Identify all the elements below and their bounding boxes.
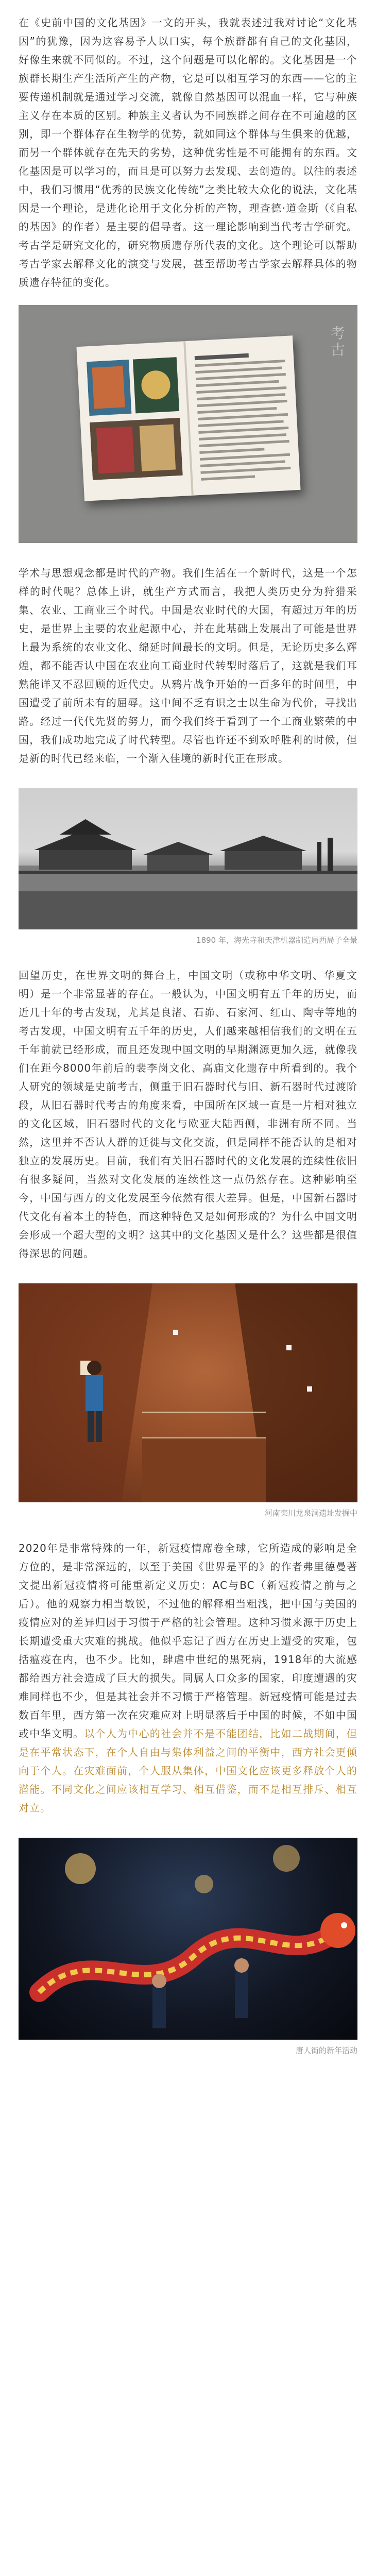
- caption-dragon-photo: 唐人街的新年活动: [295, 2046, 357, 2055]
- paragraph-pandemic: [19, 1539, 357, 1817]
- watermark-stamp: 考古: [329, 326, 346, 359]
- open-book-illustration: [76, 335, 300, 501]
- caption-cave-photo: 河南栾川龙泉洞遗址发掘中: [264, 1509, 357, 1518]
- excavation-illustration: [19, 1283, 357, 1502]
- pandemic-highlight-text: 以个人为中心的社会并不是不能团结，比如二战期间，但是在平常状态下，在个人自由与集体利益之间的平衡中，西方社会更倾向于个人。在灾难面前，个人服从集体，中国文化应该更多释放个人的潜能。不同文化之间应该相互学习、相互借鉴，而不是相互排斥、相互对立。: [19, 1727, 358, 1814]
- dragon-dance-illustration: [19, 1838, 357, 2040]
- book-right-page-text: [195, 351, 292, 485]
- paragraph-history: 回望历史，在世界文明的舞台上，中国文明（或称中华文明、华夏文明）是一个非常显著的存在。一般认为，中国文明有五千年的历史，而近几十年的考古发现，尤其是良渚、石峁、石家河、红山、陶寺等地的考古发现，中国文明有五千年的历史，人们越来越相信我们的文明在五千年前就已经形成，而且还发现中国文明的早期渊源更加久远，就像我们在距今8000年前后的裴李岗文化、高庙文化遗存中所看到的。我个人研究的领域是史前考古，侧重于旧石器时代与旧、新石器时代过渡阶段，从旧石器时代考古的角度来看，中国所在区域一直是一片相对独立的文化区域，旧石器时代的文化与欧亚大陆西侧，非洲有所不同。当然，这里并不否认人群的迁徙与文化交流，但是同样不能否认的是相对独立的发展历史。目前，我们有关旧石器时代的文化发展的连续性依旧有很多疑问，当然对文化发展的连续性这一点仍然存在。这种影响至今，中国与西方的文化发展至今依然有很大差异。但是，中国新石器时代文化有着本土的特色，而这种特色又是如何形成的？为什么中国文明会形成一个超大型的文明？这其中的文化基因又是什么？这些都是很值得深思的问题。: [19, 969, 357, 1260]
- dragon-dance-photo: [19, 1838, 357, 2040]
- book-plate-illustration: [87, 357, 183, 480]
- book-left-page-images: [87, 357, 183, 480]
- pandemic-text: 2020年是非常特殊的一年，新冠疫情席卷全球，它所造成的影响是全方位的，是非常深远的，以至于美国《世界是平的》的作者弗里德曼著文提出新冠疫情将可能重新定义历史：AC与BC（新冠疫情之前与之后）。他的观察力相当敏锐，不过他的解释相当粗浅，把中国与美国的疫情应对的差异归因于习惯于严格的社会管理。这种习惯来源于历史上长期遭受重大灾难的挑战。他似乎忘记了西方在历史上遭受的灾难，包括瘟疫在内，也不少。比如，肆虐中世纪的黑死病，1918年的大流感都给西方社会造成了巨大的损失。同属人口众多的国家，印度遭遇的灾难同样也不少，但是其社会并不习惯于严格管理。新冠疫情可能是过去数百年里，西方第一次在灾难应对上明显落后于中国的时候，不如中国或中华文明。: [19, 1542, 357, 1740]
- book-photo: [19, 305, 357, 543]
- palace-panorama-photo: [19, 788, 357, 929]
- panorama-illustration: [19, 788, 357, 929]
- cave-excavation-photo: [19, 1283, 357, 1502]
- paragraph-intro: 在《史前中国的文化基因》一文的开头，我就表述过我对讨论“文化基因”的犹豫，因为这容易予人以口实，每个族群都有自己的文化基因，好像生来就不同似的。不过，这个问题是可以化解的。文化基因是一个族群长期生产生活所产生的产物，它是可以相互学习的东西——它的主要传递机制就是通过学习交流，就像自然基因可以混血一样，它与种族主义存在本质的区别。种族主义者认为不同族群之间存在不可逾越的区别，即一个群体存在生物学的优势，就如同这个群体与生俱来的优越，而另一个群体就存在先天的劣势，这种优劣性是不可能拥有的东西。文化基因是可以学习的，而且是可以努力去发现、去创造的。以往的表述中，我们习惯用“优秀的民族文化传统”之类比较大众化的说法，文化基因是一个理论，是进化论用于文化分析的产物，理查德·道金斯（《自私的基因》的作者）是主要的倡导者。这一理论影响到当代考古学研究。考古学是研究文化的，研究物质遗存所代表的文化。这个理论可以帮助考古学家去解释文化的演变与发展，甚至帮助考古学家去解释具体的物质遗存特征的变化。: [19, 16, 357, 289]
- paragraph-era: 学术与思想观念都是时代的产物。我们生活在一个新时代，这是一个怎样的时代呢？总体上讲，就生产方式而言，我把人类历史分为狩猎采集、农业、工商业三个时代。中国是农业时代的大国，有超过万年的历史，是世界上主要的农业起源中心，并在此基础上发展出了可能是世界上最为系统的农业文化、绵延时间最长的文明。但是，无论历史多么辉煌，都不能否认中国在农业向工商业时代转型时落后了，这就是我们耳熟能详又不忍回顾的近代史。从鸦片战争开始的一百多年的时间里，中国遭受了前所未有的屈辱。这中间不乏有识之士以生命为代价，寻找出路。经过一代代先贤的努力，而今我们终于看到了一个工商业繁荣的中国，我们成功地完成了时代转型。尽管也许还不到欢呼胜利的时候，但是新的时代已经来临，一个渐入佳境的新时代正在形成。: [19, 567, 357, 765]
- caption-palace-photo: 1890 年，海光寺和天津机器制造局西局子全景: [196, 936, 357, 945]
- book-spine: [183, 341, 194, 496]
